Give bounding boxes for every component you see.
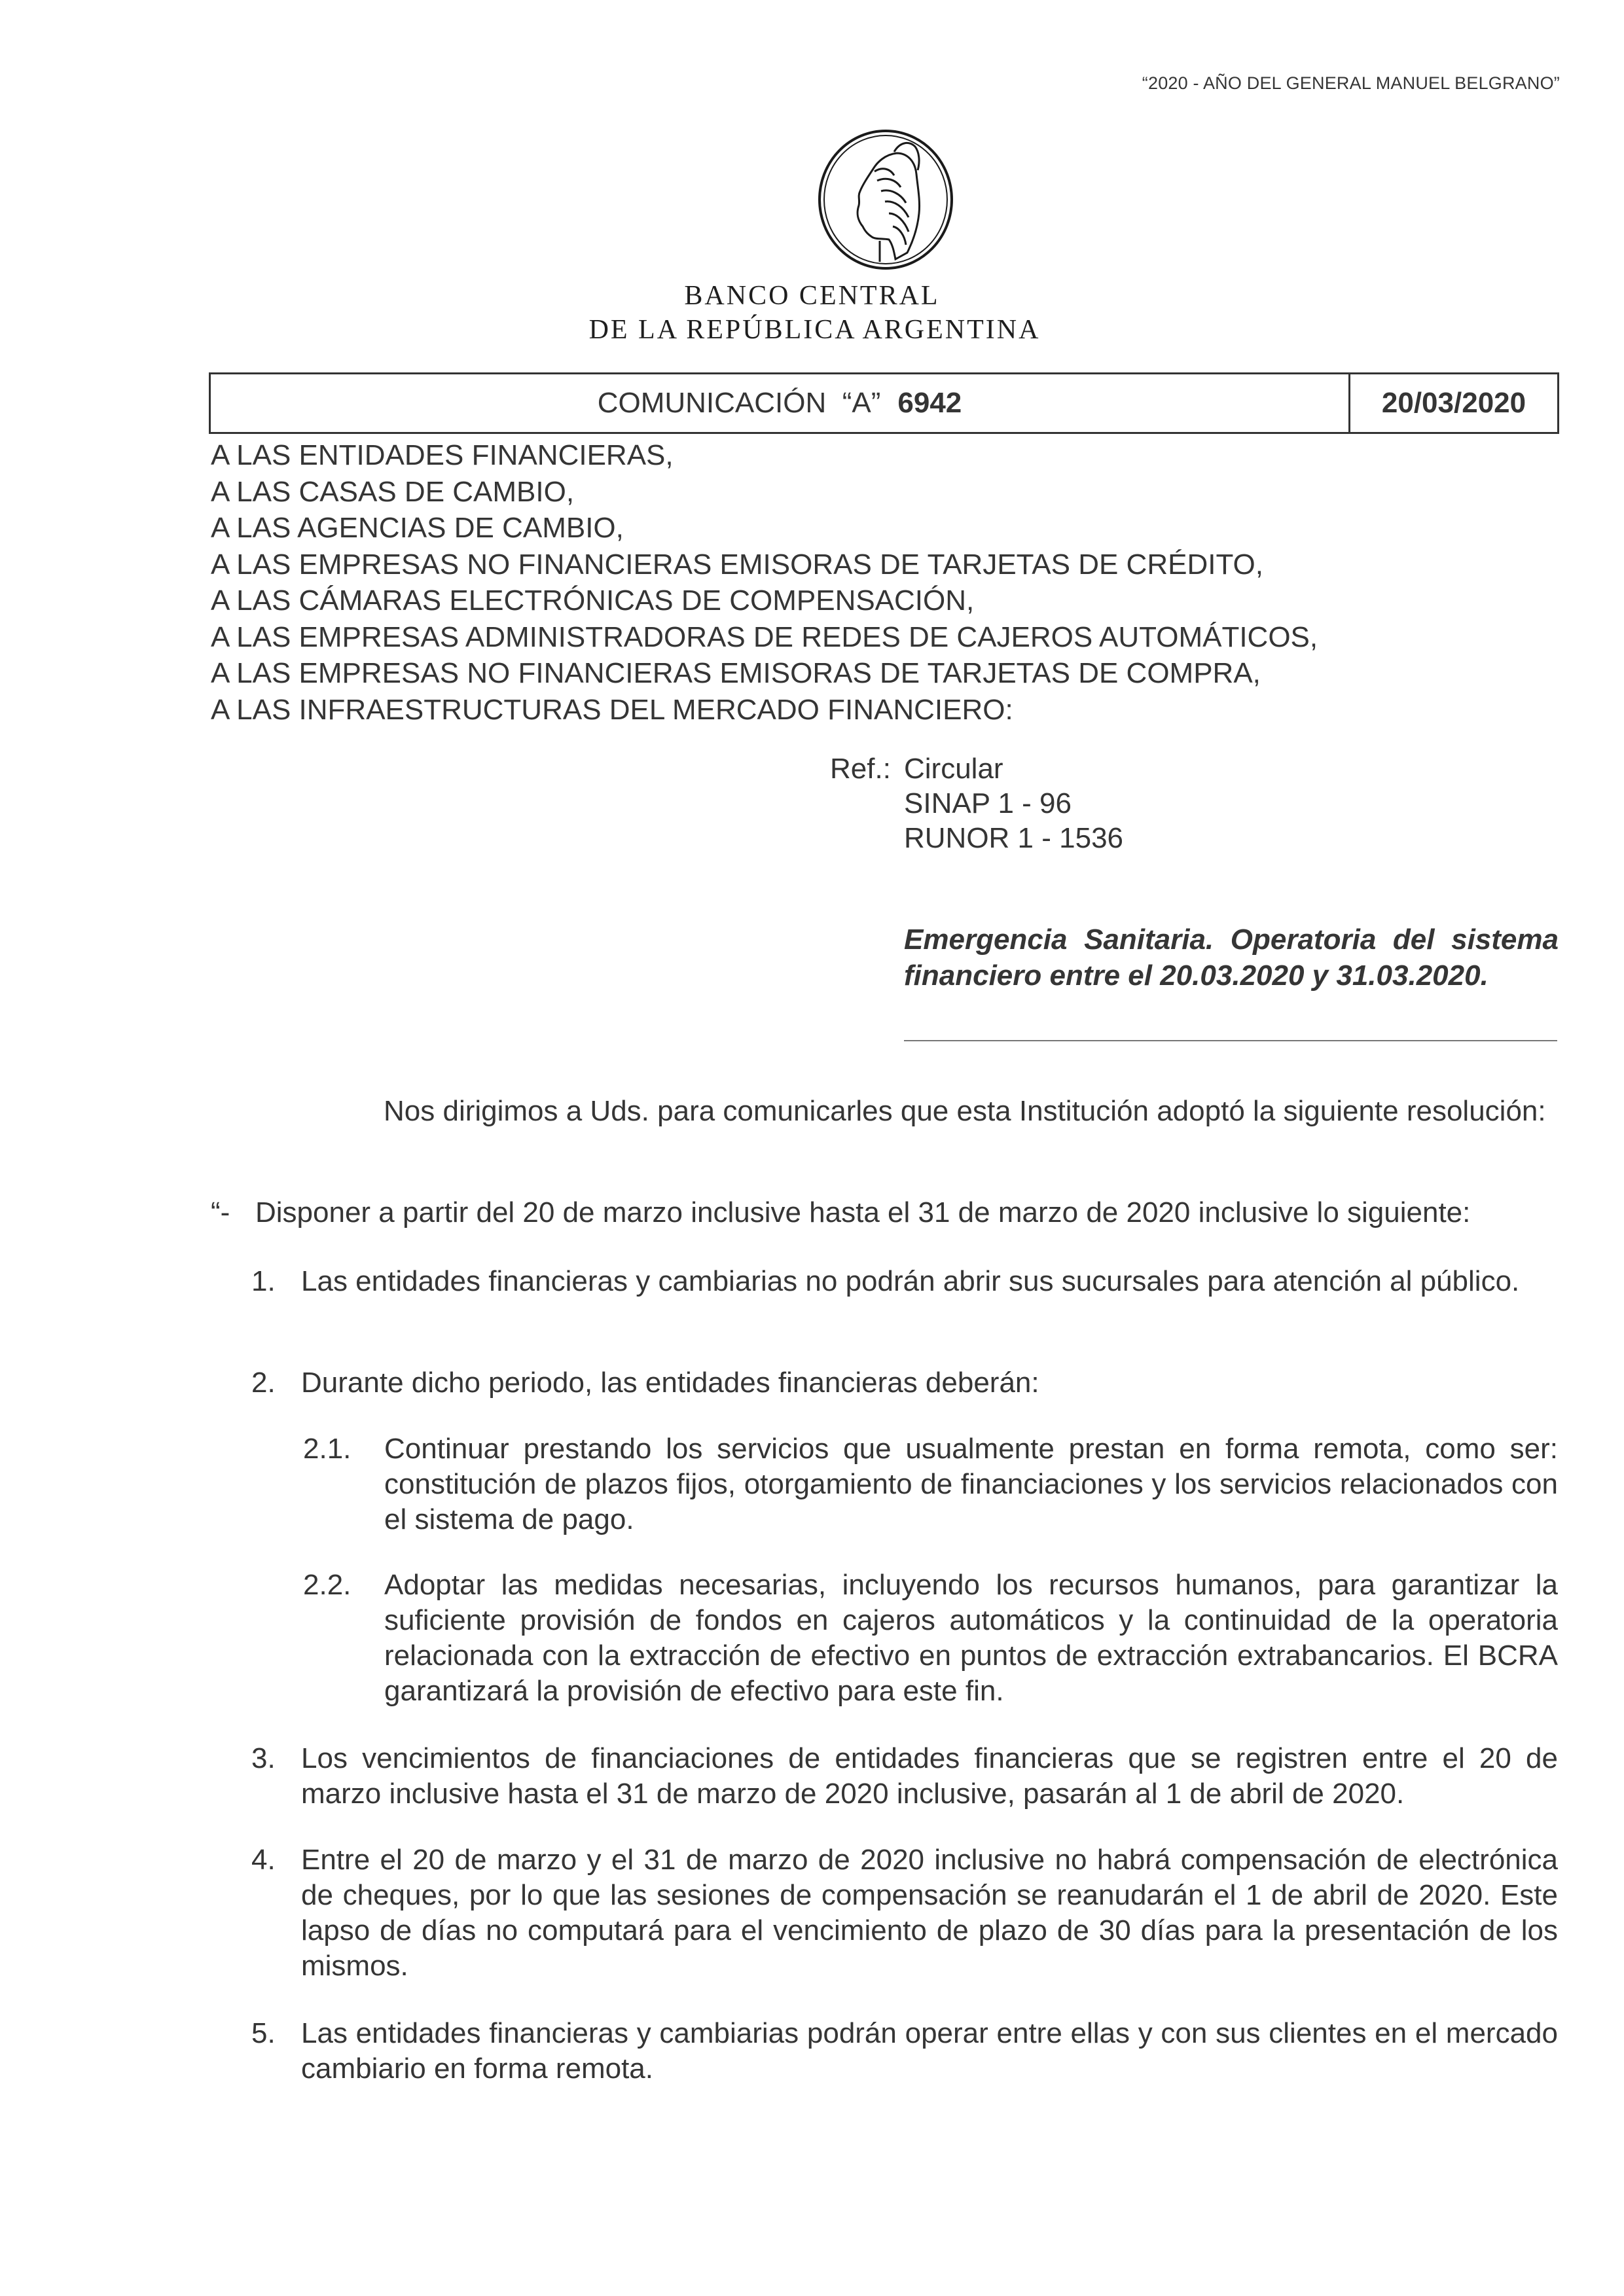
subject: Emergencia Sanitaria. Operatoria del sistema financiero entre el 20.03.2020 y 31.03.2020. <box>904 924 1559 992</box>
reference-label: Ref.: <box>830 753 891 785</box>
list-item-text: Las entidades financieras y cambiarias podrán operar entre ellas y con sus clientes en el mercado cambiario en forma remota. <box>301 2017 1558 2085</box>
list-item-text: Las entidades financieras y cambiarias no podrán abrir sus sucursales para atención al público. <box>301 1265 1520 1297</box>
addressee-line: A LAS EMPRESAS ADMINISTRADORAS DE REDES DE CAJEROS AUTOMÁTICOS, <box>211 620 1318 653</box>
list-item-2 <box>251 1365 1558 1401</box>
list-item-text: Durante dicho periodo, las entidades financieras deberán: <box>301 1367 1039 1399</box>
sub-item-number: 2.1. <box>303 1433 352 1465</box>
communication-id <box>211 374 1348 432</box>
dispose-paragraph <box>211 1195 1558 1230</box>
addressee-line: A LAS EMPRESAS NO FINANCIERAS EMISORAS DE TARJETAS DE COMPRA, <box>211 657 1261 689</box>
dispose-mark: “- <box>211 1196 230 1229</box>
communication-number: 6942 <box>897 387 962 419</box>
intro-paragraph <box>211 1094 1558 1129</box>
list-item-text: Entre el 20 de marzo y el 31 de marzo de 2020 inclusive no habrá compensación de electrónica de cheques, por lo que las sesiones de compensación se reanudarán el 1 de abril de 2020. Este lapso de días no computará para el vencimiento de plazo de 30 días para la presentación de los mismos. <box>301 1844 1558 1982</box>
addressee-line: A LAS CASAS DE CAMBIO, <box>211 475 575 508</box>
subject-underline <box>904 1040 1557 1041</box>
list-item-number: 2. <box>251 1367 276 1399</box>
sub-item-text: Continuar prestando los servicios que usualmente prestan en forma remota, como ser: constitución de plazos fijos, otorgamiento de financiaciones y los servicios relacionados con el sistema de pago. <box>384 1433 1558 1535</box>
addressee-line: A LAS EMPRESAS NO FINANCIERAS EMISORAS DE TARJETAS DE CRÉDITO, <box>211 548 1263 581</box>
list-item-5 <box>251 2016 1558 2087</box>
list-item-4 <box>251 1842 1558 1984</box>
communication-type: COMUNICACIÓN “A” <box>597 387 881 419</box>
reference-value: RUNOR 1 - 1536 <box>904 822 1124 854</box>
list-item-1 <box>251 1264 1558 1299</box>
addressee-line: A LAS INFRAESTRUCTURAS DEL MERCADO FINANCIERO: <box>211 693 1013 726</box>
communication-date: 20/03/2020 <box>1348 374 1557 432</box>
reference-value: SINAP 1 - 96 <box>904 787 1072 819</box>
sub-item-2-2 <box>303 1568 1558 1709</box>
list-item-number: 4. <box>251 1844 276 1876</box>
reference-values <box>904 751 1123 855</box>
addressee-line: A LAS ENTIDADES FINANCIERAS, <box>211 439 674 471</box>
sub-item-text: Adoptar las medidas necesarias, incluyendo los recursos humanos, para garantizar la suficiente provisión de fondos en cajeros automáticos y la continuidad de la operatoria relacionada con la extracción de efectivo en puntos de extracción extrabancarios. El BCRA garantizará la provisión de efectivo para este fin. <box>384 1569 1558 1707</box>
dispose-text: Disponer a partir del 20 de marzo inclusive hasta el 31 de marzo de 2020 inclusive lo siguiente: <box>255 1196 1471 1229</box>
year-motto: “2020 - AÑO DEL GENERAL MANUEL BELGRANO” <box>1142 73 1560 93</box>
addressee-list <box>211 437 1318 728</box>
institution-name-line1: BANCO CENTRAL <box>684 281 940 311</box>
list-item-number: 5. <box>251 2017 276 2049</box>
list-item-number: 3. <box>251 1742 276 1774</box>
list-item-text: Los vencimientos de financiaciones de entidades financieras que se registren entre el 20 de marzo inclusive hasta el 31 de marzo de 2020 inclusive, pasarán al 1 de abril de 2020. <box>301 1742 1558 1810</box>
addressee-line: A LAS CÁMARAS ELECTRÓNICAS DE COMPENSACIÓN, <box>211 584 975 617</box>
sub-item-2-1 <box>303 1431 1558 1537</box>
communication-header-box <box>209 372 1559 434</box>
sub-item-number: 2.2. <box>303 1569 352 1601</box>
bcra-logo-icon <box>817 128 954 271</box>
reference-value: Circular <box>904 753 1003 785</box>
institution-name-line2: DE LA REPÚBLICA ARGENTINA <box>588 315 1041 345</box>
list-item-3 <box>251 1741 1558 1812</box>
list-item-number: 1. <box>251 1265 276 1297</box>
addressee-line: A LAS AGENCIAS DE CAMBIO, <box>211 512 624 544</box>
intro-text: Nos dirigimos a Uds. para comunicarles que esta Institución adoptó la siguiente resolución: <box>384 1095 1546 1127</box>
